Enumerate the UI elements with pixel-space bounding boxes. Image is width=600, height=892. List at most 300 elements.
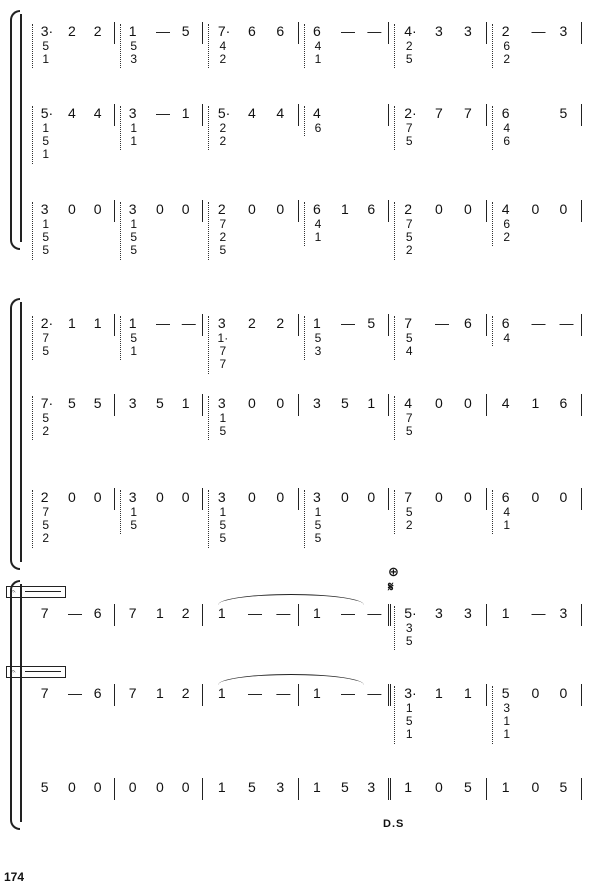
chord-stack (39, 40, 53, 66)
chord-stack (127, 218, 141, 257)
barline (486, 604, 487, 626)
arpeggio-mark (394, 316, 399, 360)
chord-note: 2 (503, 230, 511, 244)
arpeggio-mark (304, 106, 309, 136)
arpeggio-mark (208, 316, 213, 374)
chord-note: 2 (42, 531, 50, 545)
staff (0, 489, 568, 550)
note: — (531, 23, 546, 39)
chord-note: 2 (503, 52, 511, 66)
chord-note: 5 (405, 331, 413, 345)
chord-note: 1· (217, 331, 229, 345)
staff (0, 23, 568, 84)
staff (0, 315, 574, 376)
note: 3 (367, 779, 376, 795)
chord-stack (500, 332, 514, 345)
note: 0 (531, 685, 540, 701)
note: 5 (341, 779, 349, 795)
note: 1 (404, 779, 412, 795)
note: 3 (435, 23, 443, 39)
note: 6 (93, 685, 102, 701)
barline (581, 22, 582, 44)
chord-note: 4 (503, 121, 511, 135)
note: 7 (40, 685, 49, 701)
note: — (341, 23, 355, 39)
chord-note: 5 (405, 52, 413, 66)
chord-stack (402, 506, 416, 532)
note: 0 (435, 489, 443, 505)
note: 1 (313, 685, 321, 701)
chord-note: 5 (219, 518, 227, 532)
note: 5 (248, 779, 256, 795)
note: — (276, 605, 291, 621)
note: 0 (128, 779, 137, 795)
chord-note: 7 (405, 121, 413, 135)
staff (0, 395, 568, 456)
barline (581, 394, 582, 416)
note: 2 (276, 315, 285, 331)
note: 1 (501, 605, 510, 621)
note: 0 (559, 685, 568, 701)
chord-note: 6 (503, 217, 511, 231)
chord-note: 5 (130, 331, 138, 345)
note: 4 (501, 201, 510, 217)
chord-stack (127, 506, 141, 532)
note: 1 (93, 315, 102, 331)
arpeggio-mark (492, 686, 497, 744)
note: 5 (464, 779, 472, 795)
chord-note: 1 (219, 411, 227, 425)
chord-note: 2 (219, 230, 227, 244)
note: 7· (40, 395, 54, 411)
chord-note: 1 (503, 518, 511, 532)
barline (388, 22, 389, 44)
chord-note: 5 (405, 714, 413, 728)
ds-marking: D.S (383, 818, 405, 830)
chord-stack (311, 332, 325, 358)
barline (581, 684, 582, 706)
note: — (559, 315, 574, 331)
note: 7 (404, 315, 412, 331)
chord-note: 1 (130, 217, 138, 231)
arpeggio-mark (32, 490, 37, 548)
note: 3 (464, 605, 472, 621)
note: — (367, 23, 382, 39)
barline (114, 200, 115, 222)
chord-note: 3 (405, 621, 413, 635)
chord-note: 2 (219, 52, 227, 66)
barline (114, 684, 115, 706)
barline (114, 314, 115, 336)
barline (114, 488, 115, 510)
note: 3 (128, 105, 137, 121)
barline (581, 104, 582, 126)
arpeggio-mark (32, 396, 37, 440)
note: 4 (248, 105, 256, 121)
arpeggio-mark (304, 316, 309, 360)
system (0, 580, 600, 830)
note: 0 (248, 395, 256, 411)
arpeggio-mark (32, 202, 37, 260)
chord-stack (39, 218, 53, 257)
chord-note: 5 (42, 243, 50, 257)
arpeggio-mark (304, 202, 309, 246)
note: 1 (181, 395, 190, 411)
note: 5 (501, 685, 510, 701)
note: 7 (464, 105, 472, 121)
note: 5 (367, 315, 376, 331)
note: — (367, 605, 382, 621)
note: 3 (313, 489, 321, 505)
staff (0, 105, 568, 166)
arpeggio-mark (394, 202, 399, 260)
note: 2 (181, 605, 190, 621)
instrument-label: 𝄐 (11, 587, 16, 596)
note: 3· (404, 685, 417, 701)
note: 7 (435, 105, 443, 121)
chord-note: 5 (130, 230, 138, 244)
arpeggio-mark (208, 202, 213, 260)
note: 1 (217, 605, 226, 621)
chord-note: 7 (42, 331, 50, 345)
chord-note: 1 (130, 344, 138, 358)
note: 3· (40, 23, 54, 39)
note: 2 (40, 489, 49, 505)
chord-note: 1 (130, 121, 138, 135)
note: 7 (128, 605, 137, 621)
arpeggio-mark (492, 202, 497, 246)
note: 7 (128, 685, 137, 701)
note: 7· (217, 23, 231, 39)
barline (388, 104, 389, 126)
note: 1 (531, 395, 540, 411)
barline (581, 200, 582, 222)
barline (114, 394, 115, 416)
note: 3 (128, 489, 137, 505)
chord-note: 5 (405, 230, 413, 244)
barline (298, 604, 299, 626)
note: 0 (531, 489, 540, 505)
note: 2 (181, 685, 190, 701)
chord-note: 5 (219, 424, 227, 438)
arpeggio-mark (120, 106, 125, 150)
note: 1 (313, 315, 321, 331)
instrument-label-box (6, 666, 66, 678)
note: 1 (217, 685, 226, 701)
note: — (367, 685, 382, 701)
barline (298, 684, 299, 706)
chord-stack (500, 506, 514, 532)
chord-note: 5 (130, 243, 138, 257)
chord-note: 1 (503, 727, 511, 741)
note: 3 (435, 605, 443, 621)
chord-note: 3 (503, 701, 511, 715)
note: 0 (531, 201, 540, 217)
chord-note: 5 (314, 331, 322, 345)
note: 3 (217, 489, 226, 505)
chord-stack (39, 412, 53, 438)
barline (486, 394, 487, 416)
chord-stack (39, 332, 53, 358)
note: 5 (341, 395, 349, 411)
note: 2· (404, 105, 417, 121)
barline (388, 684, 391, 706)
arpeggio-mark (492, 24, 497, 68)
barline (202, 314, 203, 336)
chord-note: 5 (219, 531, 227, 545)
note: 0 (93, 489, 102, 505)
barline (202, 200, 203, 222)
note: 0 (435, 201, 443, 217)
arpeggio-mark (394, 24, 399, 68)
arpeggio-mark (394, 490, 399, 534)
barline (298, 394, 299, 416)
note: 6 (501, 105, 510, 121)
note: 0 (248, 201, 256, 217)
chord-note: 7 (219, 344, 227, 358)
chord-note: 4 (219, 39, 227, 53)
note: 2 (68, 23, 76, 39)
barline (298, 104, 299, 126)
note: 0 (181, 489, 190, 505)
note: 1 (217, 779, 226, 795)
arpeggio-mark (492, 106, 497, 150)
note: 3 (464, 23, 472, 39)
instrument-label: 𝄐 (11, 667, 16, 676)
barline (486, 314, 487, 336)
arpeggio-mark (208, 396, 213, 440)
note: 0 (181, 779, 190, 795)
slur (218, 594, 364, 605)
barline (388, 200, 389, 222)
chord-note: 1 (405, 701, 413, 715)
chord-note: 5 (42, 411, 50, 425)
chord-note: 4 (314, 39, 322, 53)
barline (486, 22, 487, 44)
chord-stack (311, 40, 325, 66)
note: 0 (156, 779, 164, 795)
note: — (341, 685, 355, 701)
note: 2 (404, 201, 412, 217)
chord-stack (311, 218, 325, 244)
note: 4 (404, 395, 412, 411)
note: — (531, 315, 546, 331)
chord-note: 6 (503, 134, 511, 148)
arpeggio-mark (120, 202, 125, 260)
note: 3 (217, 395, 226, 411)
barline (202, 604, 203, 626)
note: 0 (181, 201, 190, 217)
note: 6 (559, 395, 568, 411)
note: 1 (313, 779, 321, 795)
note: 3 (276, 779, 285, 795)
arpeggio-mark (208, 106, 213, 150)
note: 2· (40, 315, 54, 331)
note: 6 (276, 23, 285, 39)
note: 4 (276, 105, 285, 121)
chord-stack (216, 412, 230, 438)
barline (298, 200, 299, 222)
note: 6 (313, 23, 321, 39)
segno-sign: 𝄋 (388, 579, 394, 594)
label-line (25, 671, 61, 672)
chord-note: 5 (130, 518, 138, 532)
note: 5· (40, 105, 54, 121)
note: 0 (367, 489, 376, 505)
barline (581, 314, 582, 336)
note: 3 (559, 23, 568, 39)
note: 6 (313, 201, 321, 217)
chord-stack (127, 40, 141, 66)
note: 6 (93, 605, 102, 621)
note: 2 (248, 315, 256, 331)
chord-note: 1 (405, 727, 413, 741)
note: 3 (128, 395, 137, 411)
chord-note: 1 (42, 217, 50, 231)
note: 6 (501, 315, 510, 331)
arpeggio-mark (394, 396, 399, 440)
arpeggio-mark (492, 490, 497, 534)
barline (202, 394, 203, 416)
note: 4 (68, 105, 76, 121)
chord-note: 1 (314, 505, 322, 519)
note: 1 (156, 685, 164, 701)
chord-stack (500, 122, 514, 148)
chord-note: 6 (503, 39, 511, 53)
chord-note: 1 (130, 134, 138, 148)
chord-note: 7 (219, 357, 227, 371)
barline (298, 488, 299, 510)
barline (486, 200, 487, 222)
note: 6 (464, 315, 472, 331)
note: — (156, 23, 170, 39)
chord-note: 5 (314, 531, 322, 545)
arpeggio-mark (120, 316, 125, 360)
arpeggio-mark (304, 24, 309, 68)
note: 5 (181, 23, 190, 39)
barline (486, 104, 487, 126)
barline (486, 778, 487, 800)
chord-stack (311, 122, 325, 135)
note: 1 (501, 779, 510, 795)
note: 0 (464, 489, 472, 505)
chord-stack (500, 702, 514, 741)
chord-stack (402, 412, 416, 438)
chord-note: 4 (314, 217, 322, 231)
chord-note: 7 (405, 411, 413, 425)
coda-sign: ⊕ (388, 564, 399, 579)
note: 1 (464, 685, 472, 701)
note: 0 (68, 489, 76, 505)
barline (202, 22, 203, 44)
chord-note: 3 (130, 52, 138, 66)
chord-note: 7 (405, 217, 413, 231)
chord-note: 1 (130, 505, 138, 519)
note: 0 (68, 779, 76, 795)
note: — (181, 315, 196, 331)
barline (298, 314, 299, 336)
chord-note: 2 (42, 424, 50, 438)
note: — (276, 685, 291, 701)
page-number: 174 (4, 870, 25, 884)
chord-note: 5 (405, 634, 413, 648)
note: 0 (156, 201, 164, 217)
chord-stack (216, 218, 230, 257)
barline (388, 604, 391, 626)
arpeggio-mark (120, 24, 125, 68)
note: 1 (313, 605, 321, 621)
chord-note: 5 (42, 518, 50, 532)
barline (581, 604, 582, 626)
note: 5 (559, 105, 568, 121)
chord-stack (127, 332, 141, 358)
arpeggio-mark (208, 24, 213, 68)
barline (202, 488, 203, 510)
note: 0 (341, 489, 349, 505)
chord-stack (216, 506, 230, 545)
note: 4 (313, 105, 321, 121)
chord-note: 1 (219, 505, 227, 519)
barline (298, 22, 299, 44)
note: 0 (276, 395, 285, 411)
note: 5 (93, 395, 102, 411)
staff (0, 587, 568, 666)
chord-stack (402, 122, 416, 148)
note: — (248, 605, 262, 621)
chord-stack (402, 218, 416, 257)
note: 0 (276, 489, 285, 505)
barline (298, 778, 299, 800)
barline (202, 778, 203, 800)
chord-note: 2 (405, 39, 413, 53)
note: 3 (128, 201, 137, 217)
arpeggio-mark (304, 490, 309, 548)
chord-note: 1 (42, 147, 50, 161)
note: 1 (68, 315, 76, 331)
system (0, 298, 600, 570)
note: 0 (531, 779, 540, 795)
note: 0 (93, 779, 102, 795)
note: 0 (248, 489, 256, 505)
chord-note: 5 (405, 134, 413, 148)
chord-note: 5 (42, 39, 50, 53)
chord-stack (39, 122, 53, 161)
chord-note: 3 (314, 344, 322, 358)
label-line (25, 591, 61, 592)
chord-note: 5 (42, 344, 50, 358)
barline (114, 778, 115, 800)
note: 6 (501, 489, 510, 505)
arpeggio-mark (394, 106, 399, 150)
chord-note: 4 (503, 505, 511, 519)
arpeggio-mark (492, 316, 497, 346)
note: 0 (464, 201, 472, 217)
chord-note: 5 (405, 424, 413, 438)
barline (388, 488, 389, 510)
chord-note: 2 (219, 134, 227, 148)
chord-note: 5 (130, 39, 138, 53)
note: 5 (40, 779, 49, 795)
chord-note: 2 (405, 518, 413, 532)
note: 1 (128, 315, 137, 331)
arpeggio-mark (32, 24, 37, 68)
arpeggio-mark (120, 490, 125, 534)
barline (486, 488, 487, 510)
note: 5 (68, 395, 76, 411)
note: — (435, 315, 449, 331)
barline (114, 22, 115, 44)
instrument-label-box (6, 586, 66, 598)
